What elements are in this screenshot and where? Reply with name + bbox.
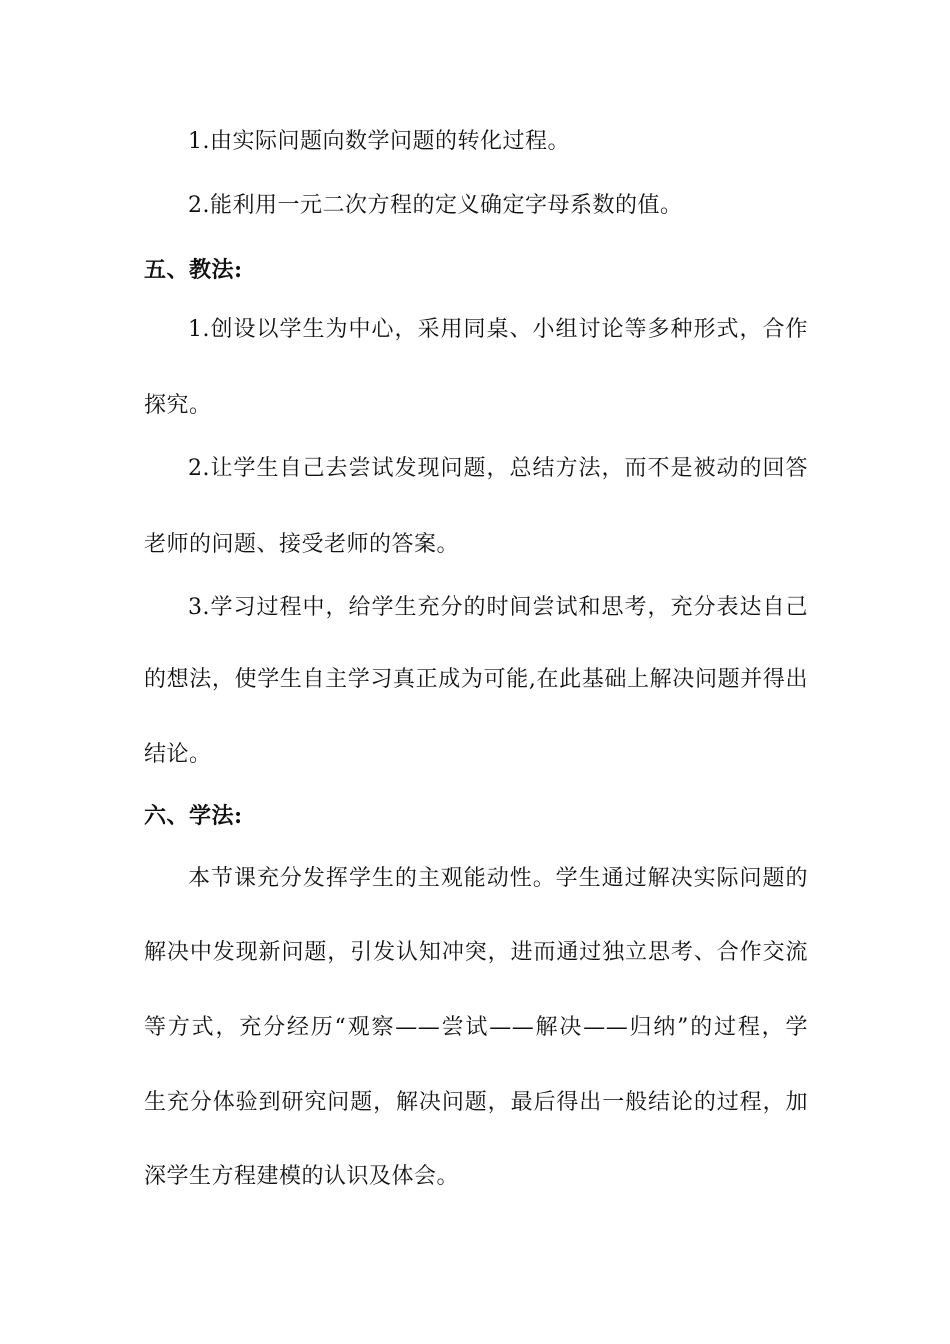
teaching-method-2-line-2: 老师的问题、接受老师的答案。 <box>144 532 460 557</box>
section-heading-teaching-method: 五、教法: <box>144 257 243 283</box>
difficulty-item-1: 1.由实际问题向数学问题的转化过程。 <box>188 129 570 154</box>
difficulty-item-2: 2.能利用一元二次方程的定义确定字母系数的值。 <box>188 193 683 218</box>
teaching-method-1-line-1: 1.创设以学生为中心，采用同桌、小组讨论等多种形式，合作 <box>188 317 808 342</box>
learning-method-line-2: 解决中发现新问题，引发认知冲突，进而通过独立思考、合作交流 <box>144 940 808 965</box>
teaching-method-3-line-3: 结论。 <box>144 742 212 767</box>
teaching-method-2-line-1: 2.让学生自己去尝试发现问题，总结方法，而不是被动的回答 <box>188 456 808 481</box>
learning-method-line-1: 本节课充分发挥学生的主观能动性。学生通过解决实际问题的 <box>188 866 808 891</box>
teaching-method-3-line-1: 3.学习过程中，给学生充分的时间尝试和思考，充分表达自己 <box>188 595 808 620</box>
teaching-method-1-line-2: 探究。 <box>144 393 212 418</box>
learning-method-line-4: 生充分体验到研究问题，解决问题，最后得出一般结论的过程，加 <box>144 1090 808 1115</box>
section-heading-learning-method: 六、学法: <box>144 803 243 829</box>
learning-method-line-3: 等方式，充分经历“观察——尝试——解决——归纳”的过程，学 <box>144 1015 808 1040</box>
learning-method-line-5: 深学生方程建模的认识及体会。 <box>144 1164 460 1189</box>
teaching-method-3-line-2: 的想法，使学生自主学习真正成为可能,在此基础上解决问题并得出 <box>144 667 808 692</box>
